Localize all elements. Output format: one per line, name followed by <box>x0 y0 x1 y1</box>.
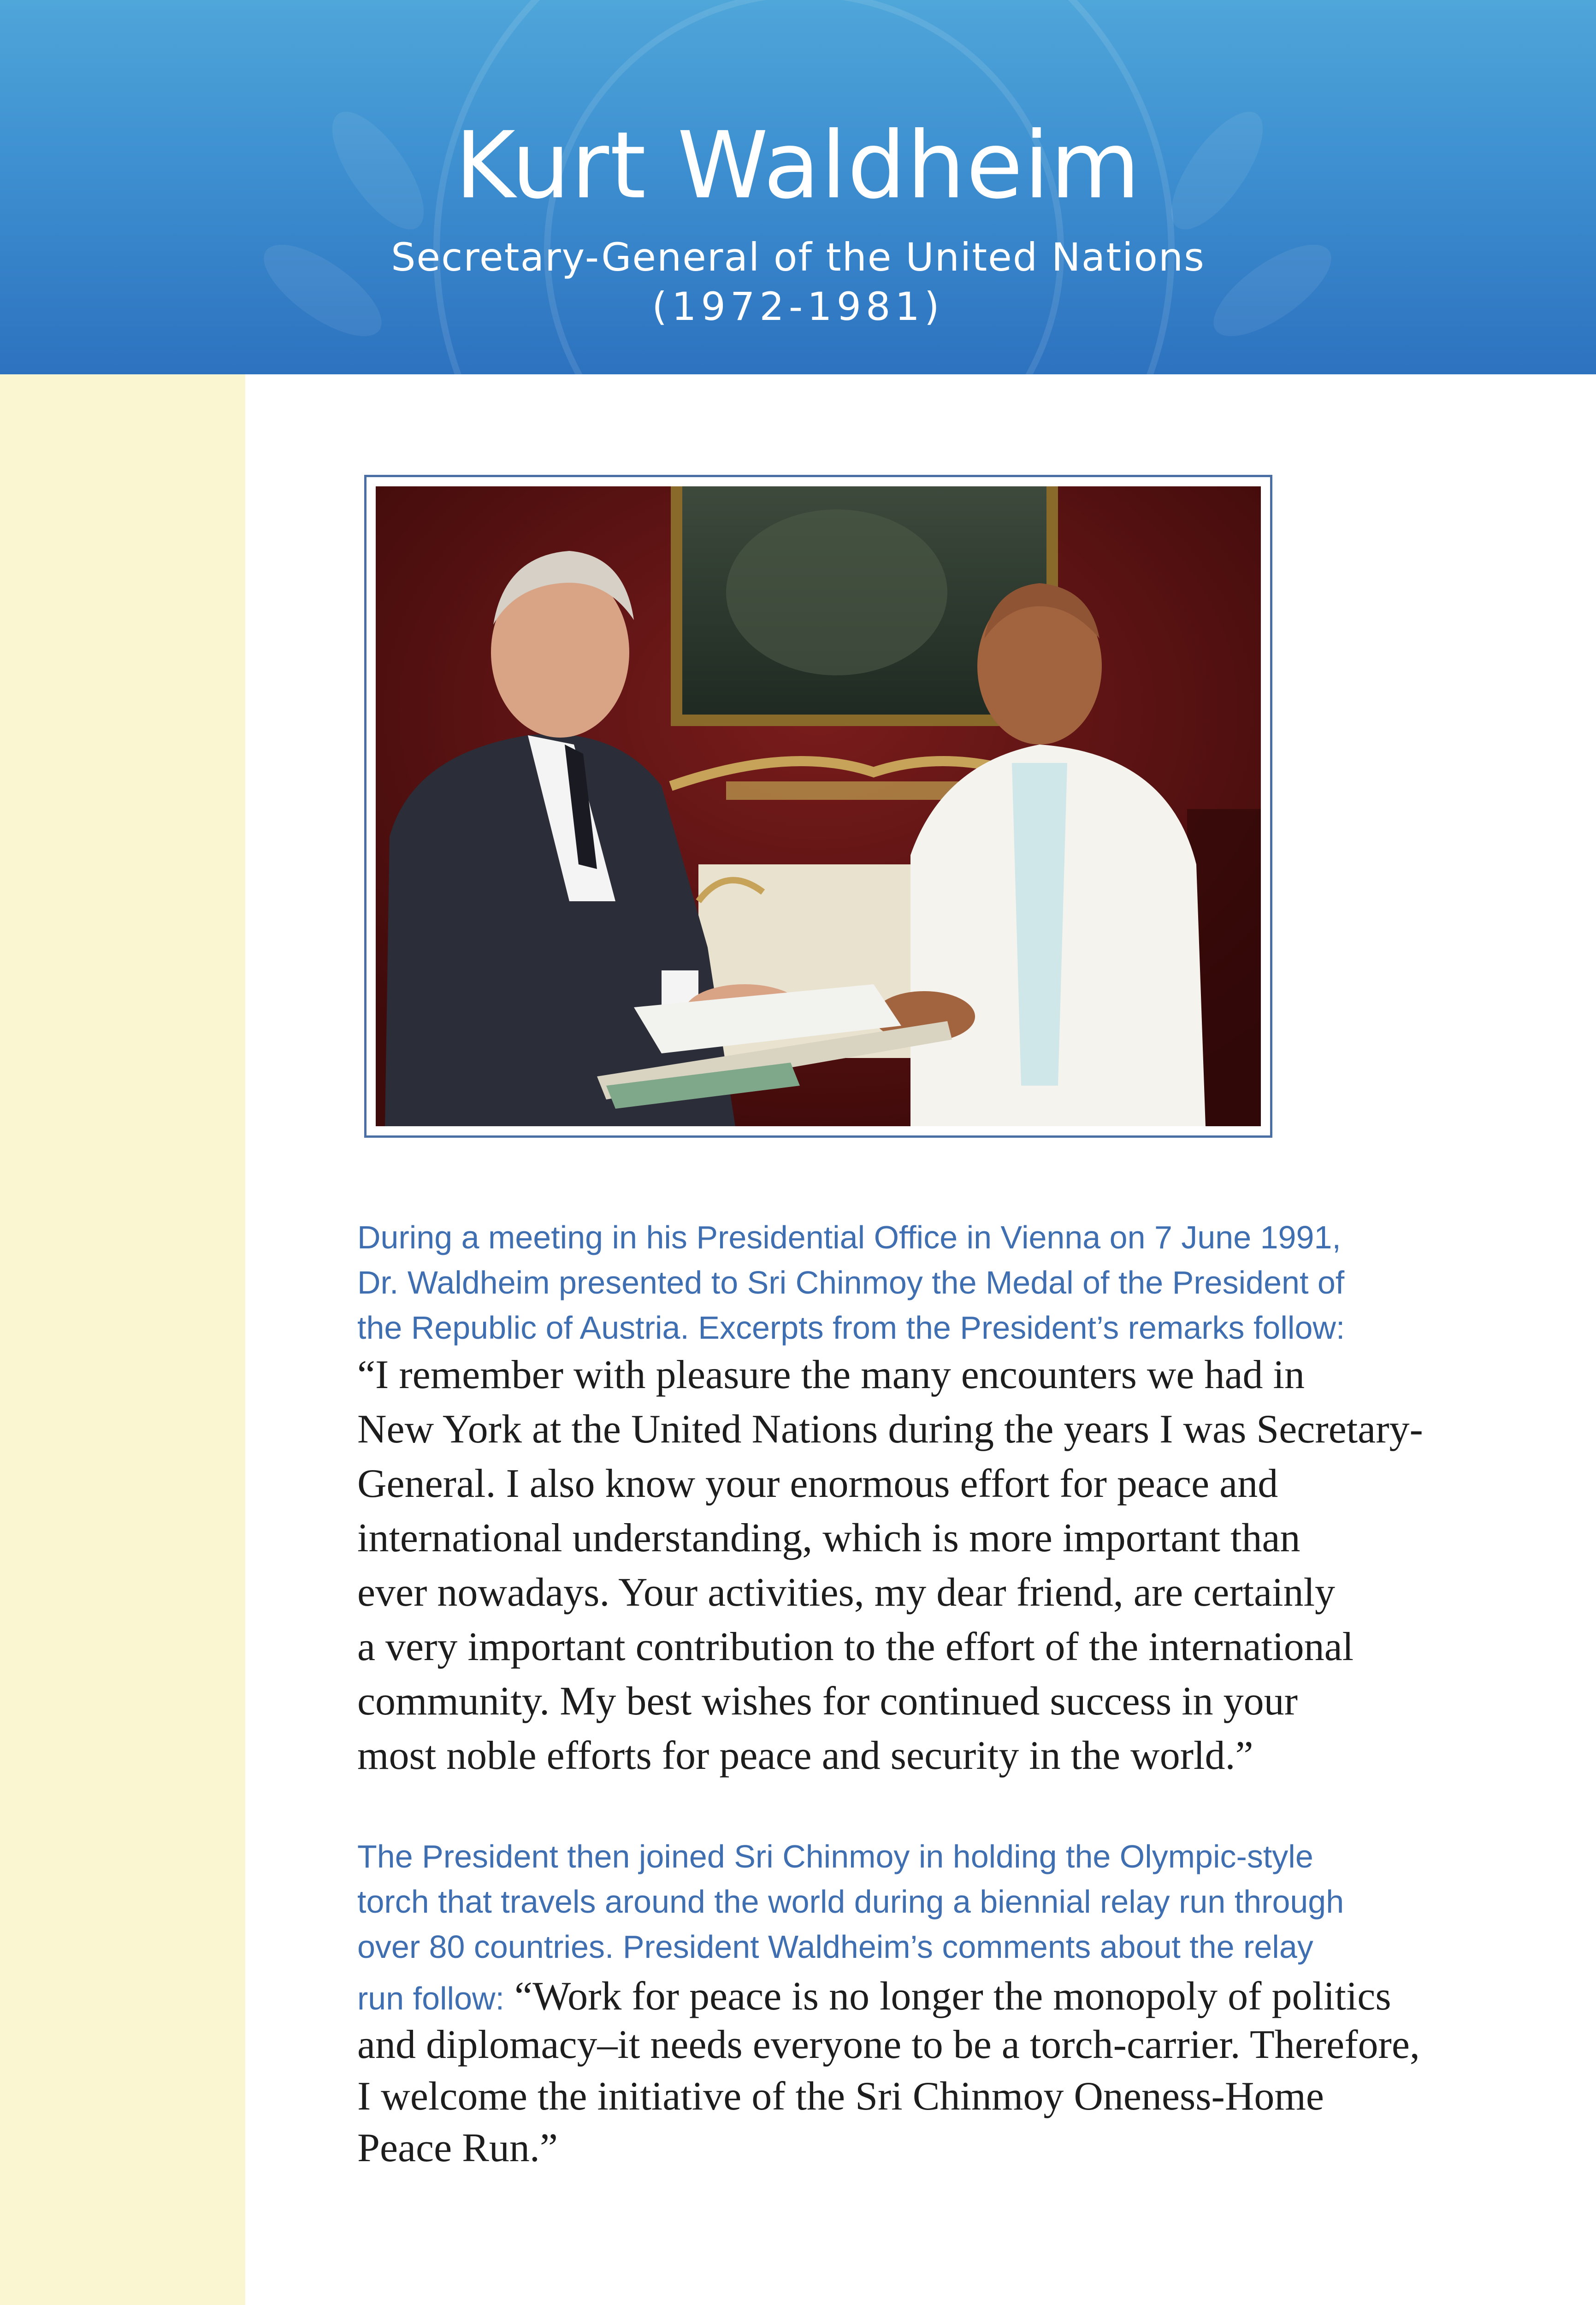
caption-line: During a meeting in his Presidential Office in Vienna on 7 June 1991, <box>357 1219 1341 1255</box>
caption-run-follow: run follow: <box>357 1980 505 2016</box>
term-years: (1972-1981) <box>652 284 944 329</box>
page-subtitle: Secretary-General of the United Nations <box>391 235 1205 280</box>
page-title: Kurt Waldheim <box>455 112 1141 219</box>
quote-line: community. My best wishes for continued success in your <box>357 1679 1298 1724</box>
quote-line: most noble efforts for peace and security in the world.” <box>357 1733 1253 1778</box>
caption-line: Dr. Waldheim presented to Sri Chinmoy the Medal of the President of <box>357 1265 1345 1300</box>
peace-run-paragraph <box>357 1834 1524 2174</box>
caption-line: over 80 countries. President Waldheim’s comments about the relay <box>357 1929 1313 1965</box>
quote-line: I welcome the initiative of the Sri Chinmoy Oneness-Home <box>357 2074 1324 2119</box>
quote-line: Peace Run.” <box>357 2126 558 2170</box>
quote-line: international understanding, which is more important than <box>357 1516 1300 1560</box>
caption-line: torch that travels around the world during a biennial relay run through <box>357 1884 1344 1920</box>
mixed-line <box>357 1969 1524 2019</box>
quote-line: and diplomacy–it needs everyone to be a torch-carrier. Therefore, <box>357 2022 1420 2067</box>
medal-presentation-caption <box>357 1215 1524 1350</box>
quote-start: “Work for peace is no longer the monopoly of politics <box>504 1974 1391 2019</box>
president-remarks-quote <box>357 1348 1524 1783</box>
meeting-photo-illustration <box>376 486 1261 1126</box>
page-header <box>0 0 1596 374</box>
photo-frame <box>364 475 1272 1138</box>
caption-line: The President then joined Sri Chinmoy in holding the Olympic-style <box>357 1838 1313 1874</box>
left-sidebar-band <box>0 374 245 2305</box>
meeting-photo <box>376 486 1261 1126</box>
quote-line: New York at the United Nations during the years I was Secretary- <box>357 1407 1423 1452</box>
quote-line: a very important contribution to the effort of the international <box>357 1625 1354 1669</box>
quote-line: General. I also know your enormous effort for peace and <box>357 1461 1278 1506</box>
quote-line: ever nowadays. Your activities, my dear friend, are certainly <box>357 1570 1336 1615</box>
caption-line: the Republic of Austria. Excerpts from the President’s remarks follow: <box>357 1310 1345 1346</box>
quote-line: “I remember with pleasure the many encounters we had in <box>357 1353 1305 1397</box>
